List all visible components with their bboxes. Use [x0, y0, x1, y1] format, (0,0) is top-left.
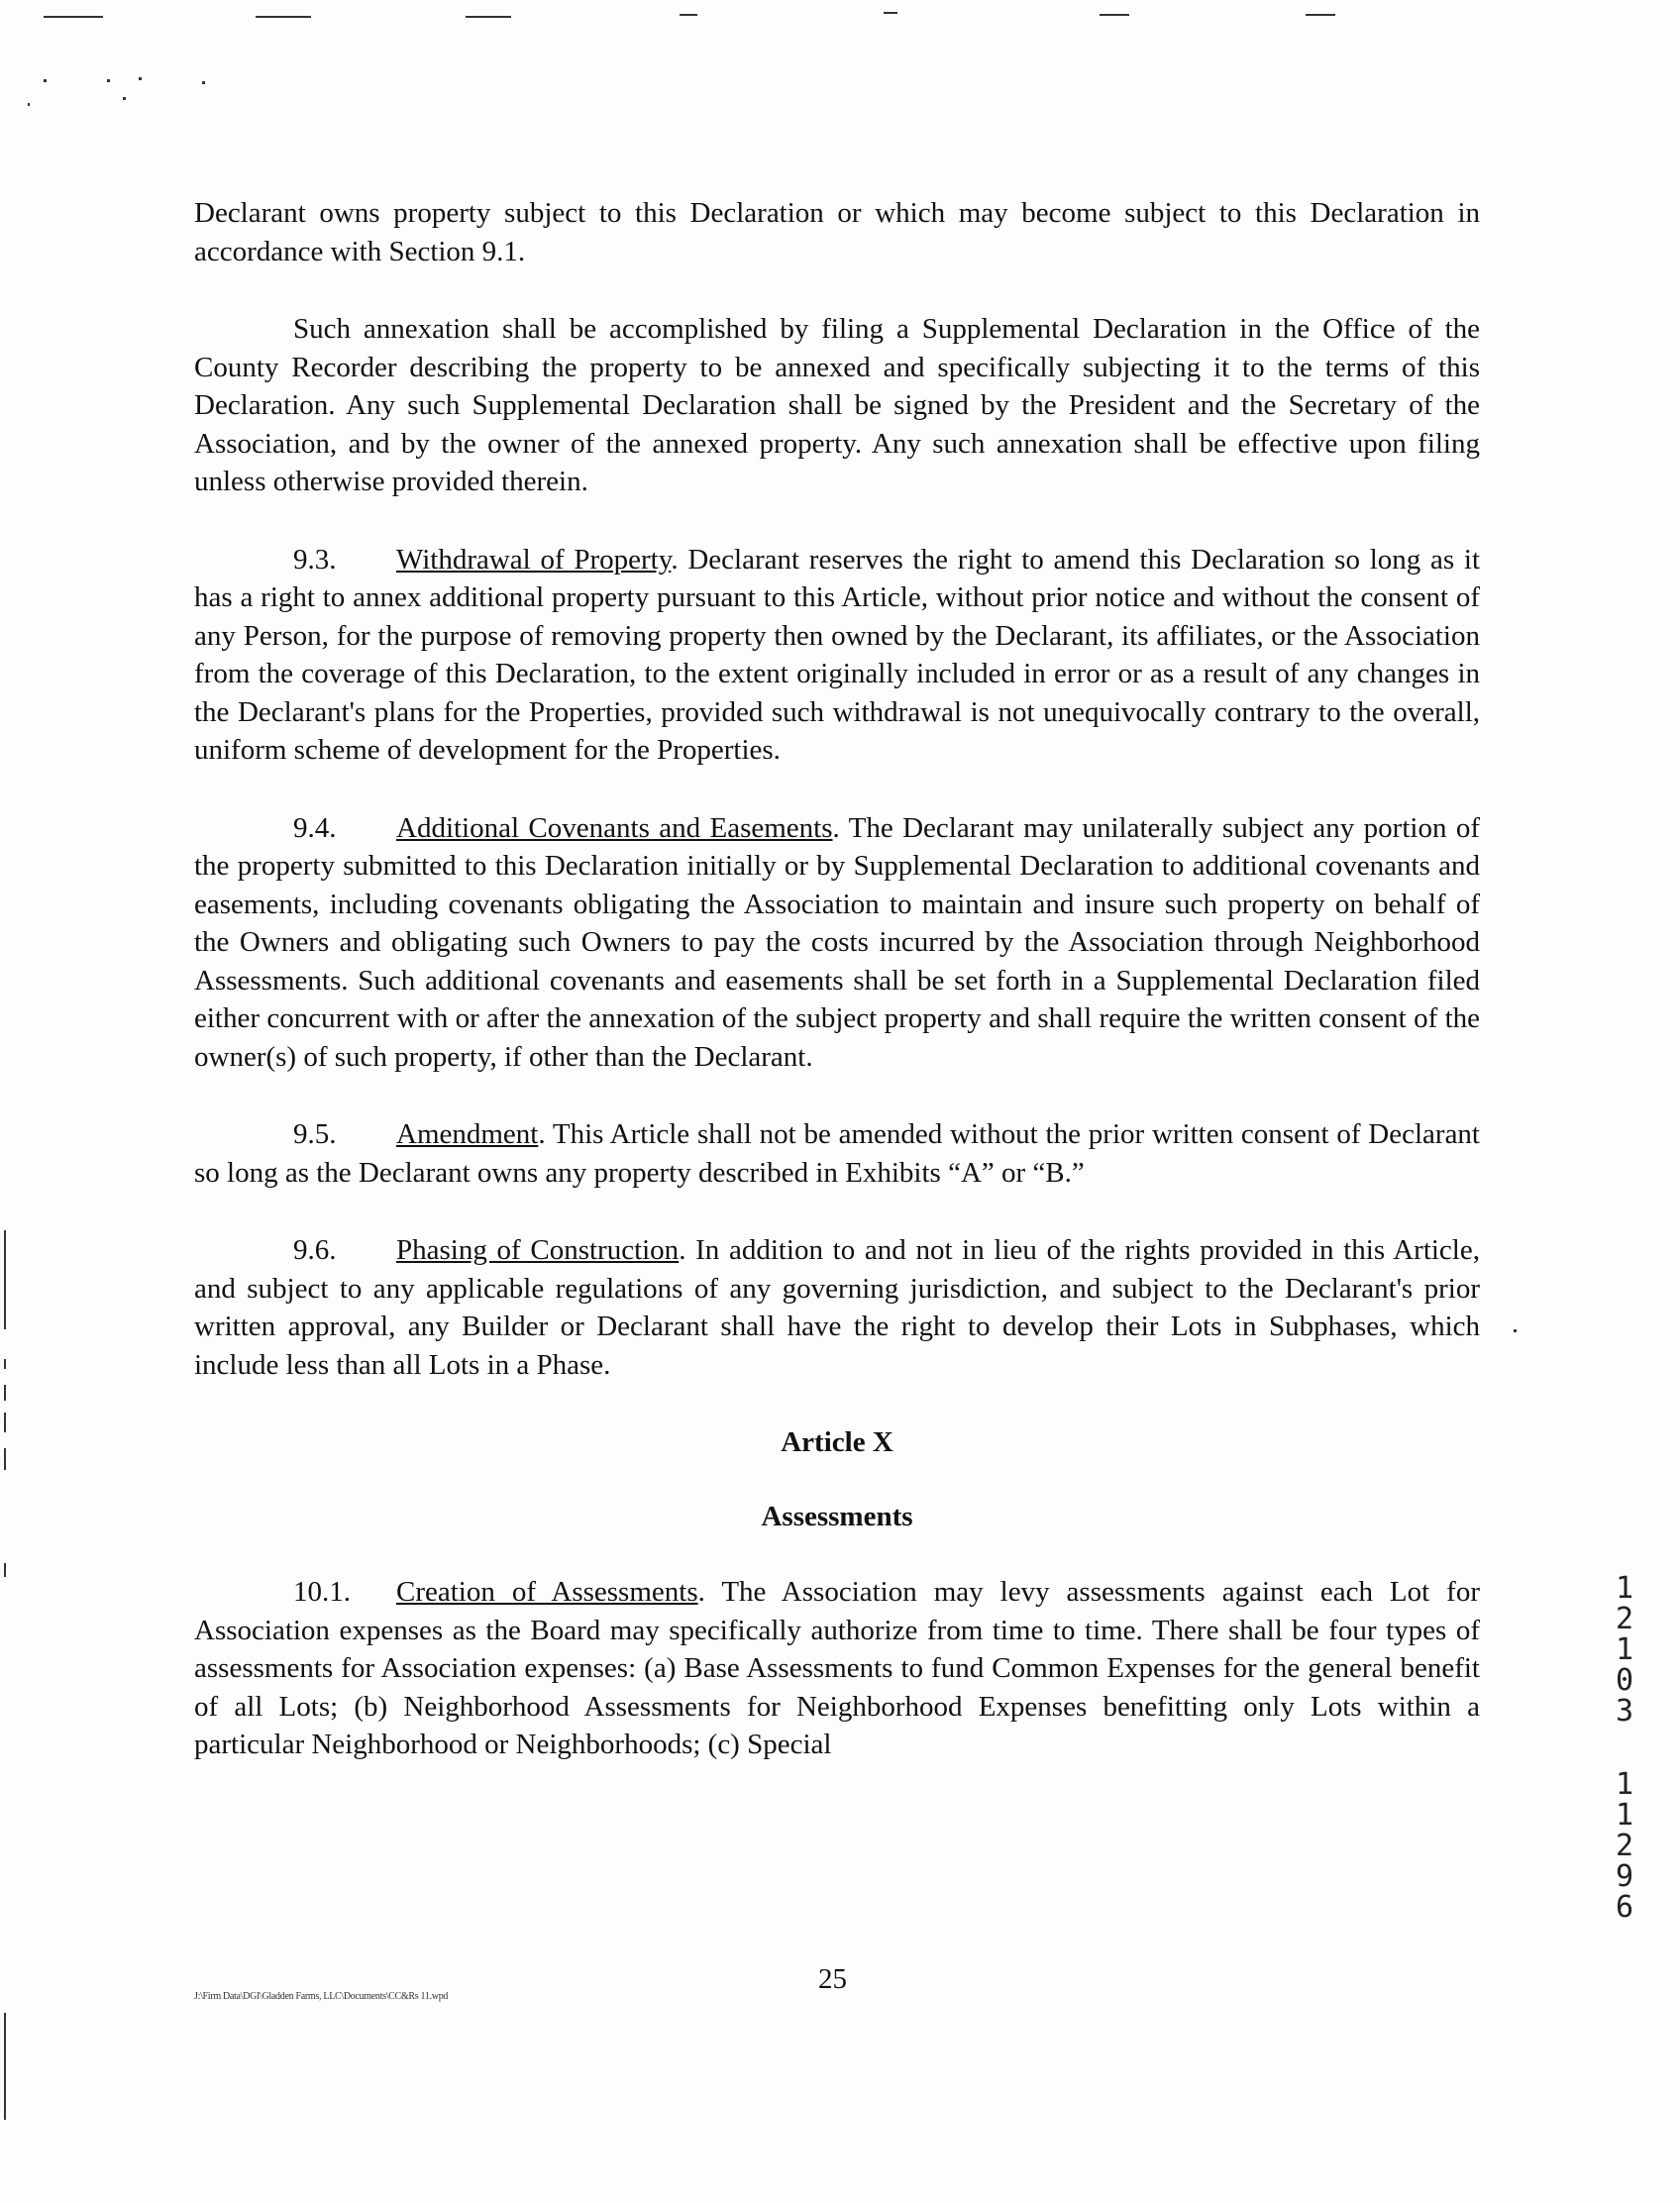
section-title: Phasing of Construction	[396, 1234, 680, 1266]
section-title: Additional Covenants and Easements	[396, 811, 833, 844]
section-title: Withdrawal of Property	[396, 543, 672, 576]
page-number: 25	[818, 1963, 847, 1995]
paragraph-text: Declarant owns property subject to this Declaration or which may become subject to this Declaration in accordance with Section 9.1.	[194, 197, 1480, 267]
section-number: 9.4.	[293, 811, 337, 844]
footer-file-path: J:\Firm Data\DGI\Gladden Farms, LLC\Documents\CC&Rs 11.wpd	[194, 1991, 449, 2002]
margin-stamp-lower: 1 1 2 9 6	[1615, 1767, 1634, 1925]
scan-mark	[4, 1413, 6, 1432]
article-heading: Article X	[781, 1426, 893, 1458]
scan-mark	[1514, 1329, 1517, 1332]
section-text: . This Article shall not be amended without the prior written consent of Declarant so long as the Declarant owns any property described in Exhibits “A” or “B.”	[194, 1118, 1480, 1189]
section-text: . The Declarant may unilaterally subject any portion of the property submitted to this Declaration initially or by Supplemental Declaration to additional covenants and easements, including covenants obligating the Association to maintain and insure such property on behalf of the Owners and obligating such Owners to pay the costs incurred by the Association through Neighborhood Assessments. Such additional covenants and easements shall be set forth in a Supplemental Declaration filed either concurrent with or after the annexation of the subject property and shall require the written consent of the owner(s) of such property, if other than the Declarant.	[194, 811, 1480, 1073]
section-number: 9.5.	[293, 1118, 337, 1150]
scan-mark	[4, 1359, 6, 1369]
scan-mark	[256, 16, 311, 18]
paragraph-annexation	[194, 310, 1480, 501]
scan-mark	[139, 77, 142, 80]
scan-mark	[466, 16, 511, 18]
section-text: . In addition to and not in lieu of the rights provided in this Article, and subject to any applicable regulations of any governing jurisdiction, and subject to the Declarant's prior written approval, any Builder or Declarant shall have the right to develop their Lots in Subphases, which include less than all Lots in a Phase.	[194, 1234, 1480, 1381]
scan-mark	[202, 81, 205, 84]
section-9-3	[194, 541, 1480, 770]
article-title: Assessments	[761, 1500, 913, 1532]
scan-mark	[123, 97, 126, 100]
scan-mark	[1306, 14, 1335, 16]
section-number: 9.3.	[293, 543, 337, 576]
section-9-4	[194, 809, 1480, 1077]
scan-mark	[680, 14, 697, 16]
scan-mark	[884, 12, 897, 14]
scan-mark	[4, 1230, 6, 1329]
scan-mark	[1100, 14, 1129, 16]
scan-mark	[4, 1385, 6, 1401]
scan-mark	[44, 79, 47, 82]
document-body	[194, 194, 1480, 1804]
scan-mark	[4, 1563, 6, 1577]
section-10-1	[194, 1573, 1480, 1764]
section-number: 10.1.	[293, 1576, 351, 1608]
section-text: . Declarant reserves the right to amend this Declaration so long as it has a right to annex additional property pursuant to this Article, without prior notice and without the consent of any Person, for the purpose of removing property then owned by the Declarant, its affiliates, or the Association from the coverage of this Declaration, to the extent originally included in error or as a result of any changes in the Declarant's plans for the Properties, provided such withdrawal is not unequivocally contrary to the overall, uniform scheme of development for the Properties.	[194, 543, 1481, 766]
scan-mark	[28, 103, 30, 106]
paragraph-continuation	[194, 194, 1480, 270]
margin-stamp-upper: 1 2 1 0 3	[1615, 1571, 1634, 1729]
scan-mark	[107, 79, 110, 82]
scan-mark	[4, 1448, 6, 1470]
scan-mark	[4, 2013, 6, 2120]
scan-mark	[44, 16, 103, 18]
paragraph-text: Such annexation shall be accomplished by filing a Supplemental Declaration in the Office of the County Recorder describing the property to be annexed and specifically subjecting it to the terms of this Declaration. Any such Supplemental Declaration shall be signed by the President and the Secretary of the Association, and by the owner of the annexed property. Any such annexation shall be effective upon filing unless otherwise provided therein.	[194, 313, 1480, 497]
section-title: Creation of Assessments	[396, 1576, 698, 1608]
section-title: Amendment	[396, 1118, 539, 1150]
section-9-5	[194, 1115, 1480, 1192]
section-9-6	[194, 1231, 1480, 1384]
section-number: 9.6.	[293, 1234, 337, 1266]
section-text: . The Association may levy assessments against each Lot for Association expenses as the Board may specifically authorize from time to time. There shall be four types of assessments for Association expenses: (a) Base Assessments to fund Common Expenses for the general benefit of all Lots; (b) Neighborhood Assessments for Neighborhood Expenses benefitting only Lots within a particular Neighborhood or Neighborhoods; (c) Special	[194, 1576, 1480, 1760]
